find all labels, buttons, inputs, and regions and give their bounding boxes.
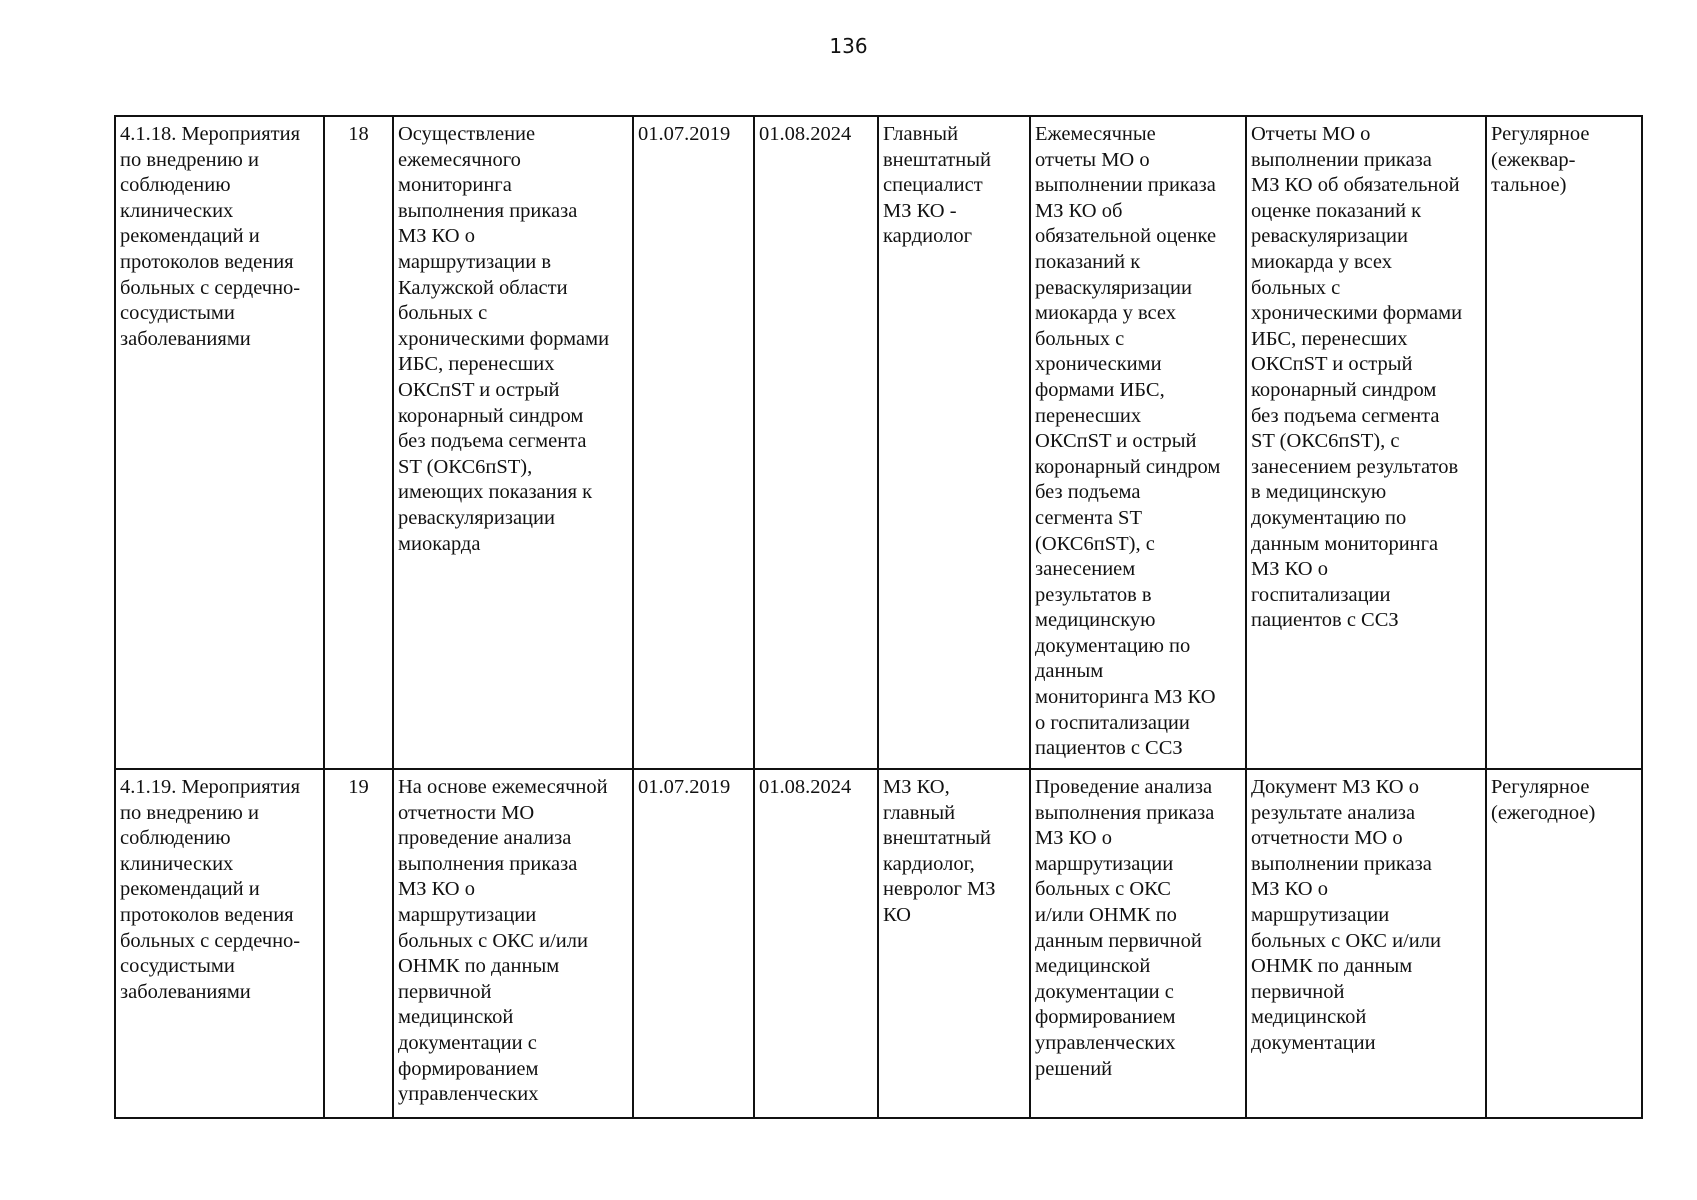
- cell-text-line: 4.1.19. Мероприятия: [120, 776, 301, 798]
- cell-text-line: ST (ОКС6пST), с: [1251, 430, 1400, 453]
- document-cell: [1246, 116, 1486, 769]
- cell-text-line: медицинской: [398, 1006, 514, 1029]
- cell-text-line: больных с ОКС и/или: [398, 929, 588, 952]
- measures-table: [114, 115, 1643, 1119]
- cell-text-line: рекомендаций и: [120, 878, 260, 901]
- cell-text-line: Осуществление: [398, 123, 536, 145]
- cell-text-line: внештатный: [883, 827, 991, 850]
- description-cell: [393, 116, 633, 769]
- number-cell: 19: [324, 769, 393, 1118]
- cell-text-line: внештатный: [883, 148, 991, 171]
- cell-text-line: пациентов с ССЗ: [1251, 609, 1399, 632]
- cell-text-line: Проведение анализа: [1035, 776, 1213, 798]
- cell-text-line: выполнении приказа: [1251, 852, 1432, 875]
- cell-text-line: ОКСпST и острый: [398, 378, 560, 401]
- cell-text-line: мониторинга: [398, 174, 512, 197]
- cell-text-line: и/или ОНМК по: [1035, 903, 1177, 926]
- cell-text-line: Отчеты МО о: [1251, 123, 1371, 145]
- cell-text-line: обязательной оценке: [1035, 225, 1217, 248]
- cell-text-line: МЗ КО о: [398, 225, 475, 248]
- cell-text-line: документацию по: [1035, 634, 1191, 657]
- cell-text-line: данным мониторинга: [1251, 532, 1439, 555]
- cell-text-line: миокарда у всех: [1035, 302, 1176, 325]
- cell-text-line: МЗ КО о: [1251, 878, 1328, 901]
- cell-text-line: управленческих: [398, 1083, 539, 1106]
- cell-text-line: без подъема сегмента: [398, 430, 587, 453]
- cell-text-line: проведение анализа: [398, 827, 572, 850]
- page-number: 136: [829, 34, 868, 58]
- number-cell: 18: [324, 116, 393, 769]
- cell-text-line: документации с: [398, 1031, 537, 1054]
- cell-text-line: клинических: [120, 199, 234, 222]
- cell-text-line: пациентов с ССЗ: [1035, 737, 1183, 760]
- cell-text-line: Документ МЗ КО о: [1251, 776, 1419, 798]
- cell-text-line: результате анализа: [1251, 801, 1416, 824]
- cell-text-line: МЗ КО о: [1035, 827, 1112, 850]
- section-cell: [115, 116, 324, 769]
- cell-text-line: документацию по: [1251, 506, 1407, 529]
- cell-text-line: Ежемесячные: [1035, 123, 1156, 145]
- cell-text-line: ОНМК по данным: [1251, 955, 1413, 978]
- cell-text-line: больных с сердечно-: [120, 929, 301, 952]
- cell-text-line: отчетности МО о: [1251, 827, 1403, 850]
- cell-text-line: по внедрению и: [120, 148, 259, 171]
- cell-text-line: управленческих: [1035, 1031, 1176, 1054]
- cell-text-line: КО: [883, 903, 911, 926]
- result-cell: [1030, 116, 1246, 769]
- cell-text-line: результатов в: [1035, 583, 1152, 606]
- cell-text-line: больных с: [1251, 276, 1341, 299]
- cell-text-line: отчетности МО: [398, 801, 535, 824]
- cell-text-line: Регулярное: [1491, 776, 1590, 798]
- cell-text-line: реваскуляризации: [1251, 225, 1408, 248]
- cell-text-line: медицинской: [1251, 1006, 1367, 1029]
- cell-text-line: перенесших: [1035, 404, 1142, 427]
- cell-text-line: хроническими: [1035, 353, 1162, 376]
- cell-text-line: реваскуляризации: [1035, 276, 1192, 299]
- cell-text-line: документации с: [1035, 980, 1174, 1003]
- cell-text-line: мониторинга МЗ КО: [1035, 686, 1216, 709]
- cell-text-line: МЗ КО об: [1035, 199, 1123, 222]
- cell-text-line: выполнении приказа: [1035, 174, 1216, 197]
- cell-text-line: Калужской области: [398, 276, 568, 299]
- periodicity-cell: [1486, 116, 1642, 769]
- cell-text-line: выполнении приказа: [1251, 148, 1432, 171]
- cell-text-line: протоколов ведения: [120, 250, 294, 273]
- cell-text-line: протоколов ведения: [120, 903, 294, 926]
- cell-text-line: ИБС, перенесших: [398, 353, 555, 376]
- cell-text-line: имеющих показания к: [398, 481, 593, 504]
- cell-text-line: тальное): [1491, 174, 1567, 197]
- section-cell: [115, 769, 324, 1118]
- cell-text-line: сосудистыми: [120, 302, 235, 325]
- cell-text-line: маршрутизации: [398, 903, 537, 926]
- cell-text-line: о госпитализации: [1035, 711, 1190, 734]
- cell-text-line: в медицинскую: [1251, 481, 1387, 504]
- cell-text-line: главный: [883, 801, 956, 824]
- cell-text-line: формированием: [398, 1057, 539, 1080]
- cell-text-line: первичной: [1251, 980, 1345, 1003]
- cell-text-line: Главный: [883, 123, 959, 145]
- cell-text-line: ST (ОКС6пST),: [398, 455, 533, 478]
- cell-text-line: специалист: [883, 174, 983, 197]
- cell-text-line: выполнения приказа: [1035, 801, 1215, 824]
- end-date-cell: 01.08.2024: [754, 769, 878, 1118]
- document-cell: [1246, 769, 1486, 1118]
- periodicity-cell: [1486, 769, 1642, 1118]
- cell-text-line: ИБС, перенесших: [1251, 327, 1408, 350]
- cell-text-line: кардиолог: [883, 225, 972, 248]
- cell-text-line: невролог МЗ: [883, 878, 996, 901]
- cell-text-line: отчеты МО о: [1035, 148, 1150, 171]
- cell-text-line: решений: [1035, 1057, 1113, 1080]
- result-cell: [1030, 769, 1246, 1118]
- responsible-cell: [878, 116, 1030, 769]
- cell-text-line: (ежеквар-: [1491, 148, 1576, 171]
- cell-text-line: хроническими формами: [398, 327, 610, 350]
- cell-text-line: маршрутизации: [1251, 903, 1390, 926]
- cell-text-line: больных с сердечно-: [120, 276, 301, 299]
- cell-text-line: больных с ОКС: [1035, 878, 1171, 901]
- cell-text-line: без подъема сегмента: [1251, 404, 1440, 427]
- cell-text-line: ОКСпST и острый: [1035, 430, 1197, 453]
- table-row: [115, 116, 1642, 769]
- cell-text-line: МЗ КО -: [883, 199, 957, 222]
- cell-text-line: (ОКС6пST), с: [1035, 532, 1155, 555]
- cell-text-line: миокарда: [398, 532, 481, 555]
- table-row: [115, 769, 1642, 1118]
- cell-text-line: больных с: [1035, 327, 1125, 350]
- cell-text-line: клинических: [120, 852, 234, 875]
- cell-text-line: данным первичной: [1035, 929, 1202, 952]
- cell-text-line: реваскуляризации: [398, 506, 555, 529]
- cell-text-line: занесением: [1035, 558, 1136, 581]
- cell-text-line: МЗ КО об обязательной: [1251, 174, 1460, 197]
- responsible-cell: [878, 769, 1030, 1118]
- end-date-cell: 01.08.2024: [754, 116, 878, 769]
- cell-text-line: госпитализации: [1251, 583, 1391, 606]
- cell-text-line: рекомендаций и: [120, 225, 260, 248]
- cell-text-line: без подъема: [1035, 481, 1141, 504]
- cell-text-line: формами ИБС,: [1035, 378, 1165, 401]
- cell-text-line: Регулярное: [1491, 123, 1590, 145]
- cell-text-line: заболеваниями: [120, 327, 251, 350]
- cell-text-line: показаний к: [1035, 250, 1141, 273]
- cell-text-line: сосудистыми: [120, 955, 235, 978]
- start-date-cell: 01.07.2019: [633, 769, 754, 1118]
- cell-text-line: первичной: [398, 980, 492, 1003]
- cell-text-line: формированием: [1035, 1006, 1176, 1029]
- cell-text-line: маршрутизации: [1035, 852, 1174, 875]
- cell-text-line: ОНМК по данным: [398, 955, 560, 978]
- cell-text-line: миокарда у всех: [1251, 250, 1392, 273]
- cell-text-line: маршрутизации в: [398, 250, 552, 273]
- cell-text-line: кардиолог,: [883, 852, 975, 875]
- cell-text-line: МЗ КО о: [1251, 558, 1328, 581]
- cell-text-line: выполнения приказа: [398, 199, 578, 222]
- description-cell: [393, 769, 633, 1118]
- cell-text-line: занесением результатов: [1251, 455, 1459, 478]
- start-date-cell: 01.07.2019: [633, 116, 754, 769]
- cell-text-line: больных с ОКС и/или: [1251, 929, 1441, 952]
- cell-text-line: ежемесячного: [398, 148, 521, 171]
- cell-text-line: заболеваниями: [120, 980, 251, 1003]
- cell-text-line: коронарный синдром: [398, 404, 584, 427]
- cell-text-line: соблюдению: [120, 174, 231, 197]
- cell-text-line: документации: [1251, 1031, 1376, 1054]
- cell-text-line: медицинской: [1035, 955, 1151, 978]
- cell-text-line: ОКСпST и острый: [1251, 353, 1413, 376]
- cell-text-line: коронарный синдром: [1251, 378, 1437, 401]
- cell-text-line: МЗ КО о: [398, 878, 475, 901]
- cell-text-line: соблюдению: [120, 827, 231, 850]
- cell-text-line: медицинскую: [1035, 609, 1156, 632]
- cell-text-line: оценке показаний к: [1251, 199, 1422, 222]
- cell-text-line: хроническими формами: [1251, 302, 1463, 325]
- cell-text-line: данным: [1035, 660, 1104, 683]
- cell-text-line: МЗ КО,: [883, 776, 950, 798]
- cell-text-line: (ежегодное): [1491, 801, 1596, 824]
- cell-text-line: коронарный синдром: [1035, 455, 1221, 478]
- cell-text-line: сегмента ST: [1035, 506, 1142, 529]
- cell-text-line: На основе ежемесячной: [398, 776, 608, 798]
- cell-text-line: 4.1.18. Мероприятия: [120, 123, 301, 145]
- cell-text-line: больных с: [398, 302, 488, 325]
- cell-text-line: выполнения приказа: [398, 852, 578, 875]
- cell-text-line: по внедрению и: [120, 801, 259, 824]
